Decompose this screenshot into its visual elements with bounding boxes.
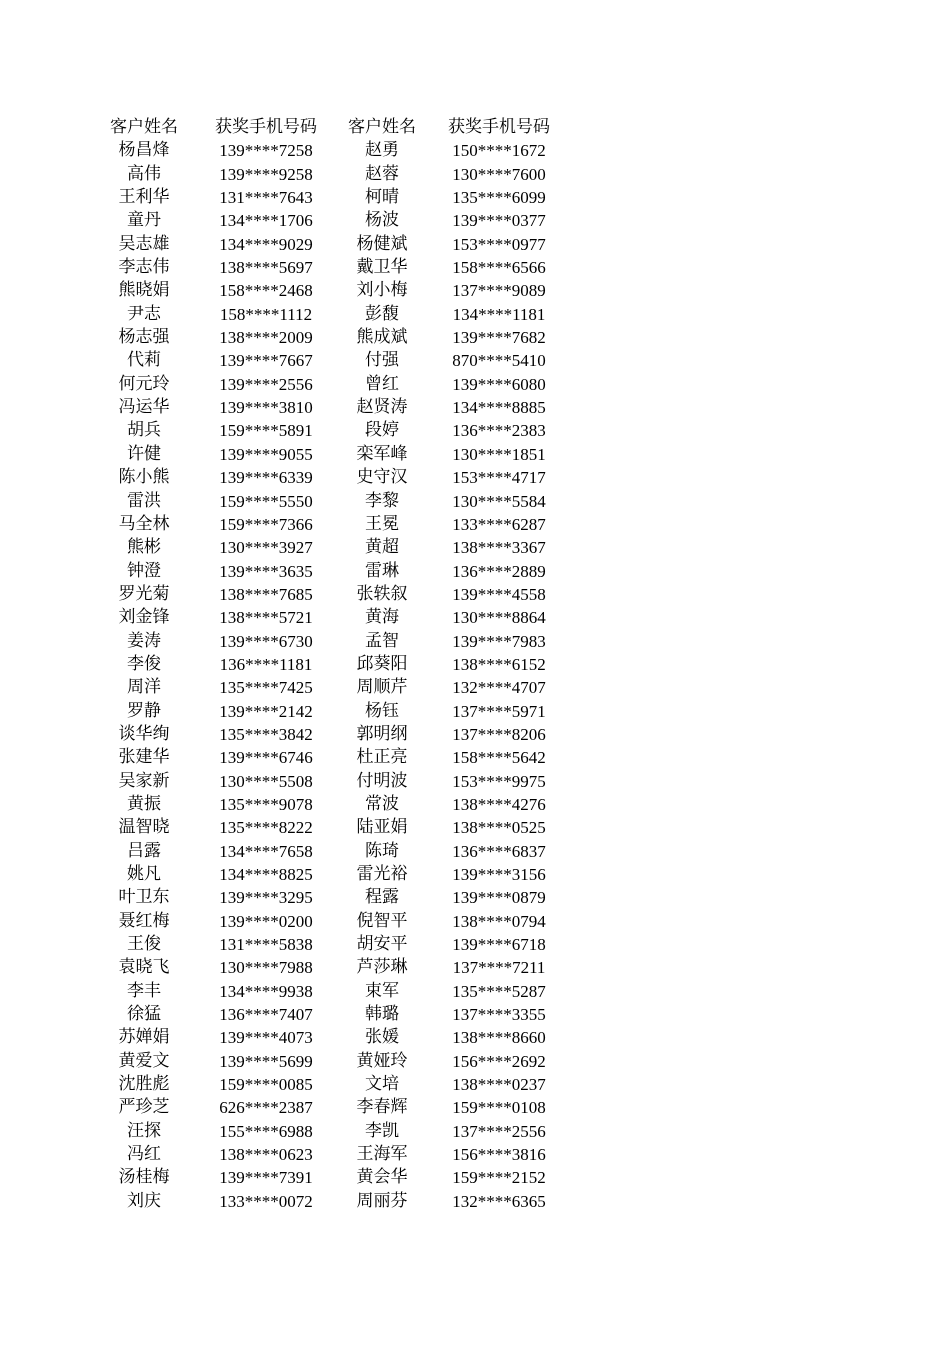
phone-cell: 153****4717 [452,468,546,488]
customer-name-cell: 雷洪 [127,490,161,511]
phone-cell: 159****0085 [219,1075,313,1095]
customer-name-cell: 姚凡 [127,864,161,884]
customer-name-cell: 杨钰 [365,700,399,721]
table-row [0,816,950,839]
customer-name-cell: 吴志雄 [118,233,170,254]
phone-cell: 135****7425 [219,678,313,698]
phone-cell: 131****5838 [219,935,313,955]
phone-cell: 135****5287 [452,981,546,1001]
winner-table [0,116,950,1213]
table-row [0,933,950,956]
table-body [0,139,950,1213]
customer-name-cell: 黄超 [365,537,399,558]
customer-name-cell: 黄振 [127,793,161,814]
table-row [0,466,950,489]
table-row [0,793,950,816]
customer-name-cell: 吕露 [127,840,161,861]
phone-cell: 139****0879 [452,888,546,908]
customer-name-cell: 罗光菊 [118,583,170,604]
phone-cell: 130****7600 [452,164,546,184]
phone-cell: 153****9975 [452,771,546,791]
phone-cell: 139****7391 [219,1168,313,1188]
phone-cell: 139****3156 [452,865,546,884]
phone-cell: 159****5891 [219,421,313,441]
phone-cell: 138****8660 [452,1028,546,1048]
customer-name-cell: 袁晓飞 [118,957,170,978]
phone-cell: 135****3842 [219,724,313,744]
phone-cell: 138****7685 [219,584,313,604]
customer-name-cell: 陆亚娟 [356,817,408,838]
customer-name-cell: 赵勇 [365,140,399,161]
customer-name-cell: 黄会华 [356,1167,408,1188]
phone-cell: 139****3810 [219,398,313,418]
customer-name-cell: 刘小梅 [356,280,408,301]
header-winning-phone: 获奖手机号码 [215,117,317,137]
phone-cell: 158****6566 [452,258,546,278]
phone-cell: 138****5697 [219,258,313,278]
phone-cell: 138****2009 [219,328,313,348]
table-row [0,1096,950,1119]
phone-cell: 139****6718 [452,935,546,955]
customer-name-cell: 徐猛 [127,1004,161,1025]
customer-name-cell: 王俊 [127,934,161,955]
phone-cell: 137****8206 [452,724,546,744]
header-customer-name: 客户姓名 [110,117,178,137]
customer-name-cell: 栾军峰 [356,443,408,464]
phone-cell: 138****4276 [452,794,546,814]
phone-cell: 139****4558 [452,584,546,604]
phone-cell: 134****1706 [219,211,313,231]
phone-cell: 139****0200 [219,911,313,931]
customer-name-cell: 吴家新 [118,770,170,791]
customer-name-cell: 张轶叙 [356,583,408,604]
customer-name-cell: 何元玲 [118,373,170,394]
phone-cell: 139****4073 [219,1028,313,1048]
phone-cell: 135****6099 [452,188,546,208]
table-row [0,396,950,419]
phone-cell: 139****3295 [219,888,313,908]
customer-name-cell: 郭明纲 [356,723,408,744]
customer-name-cell: 王冕 [365,513,399,534]
customer-name-cell: 赵蓉 [365,163,399,184]
table-row [0,746,950,769]
table-row [0,840,950,863]
customer-name-cell: 周洋 [127,677,161,698]
phone-cell: 135****8222 [219,818,313,838]
table-row [0,1073,950,1096]
customer-name-cell: 胡兵 [127,420,161,441]
customer-name-cell: 张建华 [118,747,170,768]
phone-cell: 138****5721 [219,608,313,628]
customer-name-cell: 黄娅玲 [356,1050,408,1071]
phone-cell: 138****0623 [219,1145,313,1165]
phone-cell: 159****7366 [219,514,313,534]
customer-name-cell: 杨志强 [118,327,170,348]
customer-name-cell: 马全林 [118,513,170,534]
table-row [0,536,950,559]
phone-cell: 134****9938 [219,981,313,1001]
phone-cell: 131****7643 [219,188,313,208]
table-row [0,910,950,933]
phone-cell: 150****1672 [452,141,546,161]
phone-cell: 139****7983 [452,631,546,651]
phone-cell: 139****7682 [452,328,546,348]
phone-cell: 626****2387 [219,1098,313,1118]
phone-cell: 130****5508 [219,771,313,791]
table-row [0,1166,950,1189]
phone-cell: 139****6730 [219,631,313,651]
phone-cell: 134****8885 [452,398,546,418]
phone-cell: 135****9078 [219,794,313,814]
phone-cell: 137****9089 [452,281,546,301]
table-row [0,886,950,909]
customer-name-cell: 李俊 [127,653,161,674]
phone-cell: 134****7658 [219,841,313,861]
customer-name-cell: 李志伟 [118,257,170,278]
phone-cell: 137****7211 [452,958,546,978]
customer-name-cell: 杨波 [365,210,399,231]
table-row [0,1190,950,1213]
phone-cell: 133****6287 [452,514,546,534]
phone-cell: 139****5699 [219,1051,313,1071]
table-header-row [0,116,950,139]
phone-cell: 137****5971 [452,701,546,721]
customer-name-cell: 赵贤涛 [356,397,408,418]
table-row [0,560,950,583]
phone-cell: 136****7407 [219,1005,313,1025]
phone-cell: 139****0377 [452,211,546,231]
customer-name-cell: 束军 [365,980,399,1001]
table-row [0,1026,950,1049]
table-row [0,419,950,442]
customer-name-cell: 周顺芹 [356,677,408,698]
customer-name-cell: 黄海 [365,607,399,628]
table-row [0,606,950,629]
phone-cell: 139****7258 [219,141,313,161]
phone-cell: 139****6339 [219,468,313,488]
customer-name-cell: 冯运华 [118,397,170,418]
phone-cell: 159****2152 [452,1168,546,1188]
customer-name-cell: 雷光裕 [356,864,408,884]
table-row [0,583,950,606]
phone-cell: 138****3367 [452,538,546,558]
table-row [0,139,950,162]
phone-cell: 133****0072 [219,1191,313,1211]
phone-cell: 139****7667 [219,351,313,371]
table-row [0,373,950,396]
customer-name-cell: 罗静 [127,700,161,721]
phone-cell: 130****7988 [219,958,313,978]
phone-cell: 138****0525 [452,818,546,838]
customer-name-cell: 王海军 [356,1144,408,1165]
table-row [0,326,950,349]
customer-name-cell: 付明波 [356,770,408,791]
customer-name-cell: 李凯 [365,1120,399,1141]
customer-name-cell: 沈胜彪 [118,1074,170,1095]
customer-name-cell: 刘金锋 [118,607,170,628]
phone-cell: 155****6988 [219,1121,313,1141]
phone-cell: 130****3927 [219,538,313,558]
table-row [0,980,950,1003]
table-row [0,233,950,256]
table-row [0,676,950,699]
phone-cell: 138****0794 [452,911,546,931]
customer-name-cell: 雷琳 [365,560,399,581]
customer-name-cell: 文培 [365,1074,399,1095]
phone-cell: 139****3635 [219,561,313,581]
customer-name-cell: 柯晴 [365,187,399,208]
table-row [0,863,950,886]
customer-name-cell: 许健 [127,443,161,464]
customer-name-cell: 熊成斌 [356,327,408,348]
table-row [0,956,950,979]
customer-name-cell: 胡安平 [356,934,408,955]
phone-cell: 130****1851 [452,444,546,464]
table-row [0,256,950,279]
table-row [0,490,950,513]
customer-name-cell: 陈小熊 [118,467,170,488]
customer-name-cell: 叶卫东 [118,887,170,908]
table-row [0,723,950,746]
phone-cell: 156****3816 [452,1145,546,1165]
phone-cell: 137****2556 [452,1121,546,1141]
phone-cell: 132****6365 [452,1191,546,1211]
customer-name-cell: 倪智平 [356,910,408,931]
phone-cell: 156****2692 [452,1051,546,1071]
customer-name-cell: 杨健斌 [356,233,408,254]
phone-cell: 136****2889 [452,561,546,581]
customer-name-cell: 程露 [365,887,399,908]
customer-name-cell: 李丰 [127,980,161,1001]
customer-name-cell: 韩璐 [365,1004,399,1025]
table-row [0,279,950,302]
customer-name-cell: 芦莎琳 [356,957,408,978]
table-row [0,443,950,466]
phone-cell: 158****5642 [452,748,546,768]
customer-name-cell: 杨昌烽 [118,140,170,161]
phone-cell: 158****1112 [219,304,313,324]
phone-cell: 136****1181 [219,654,313,674]
customer-name-cell: 段婷 [365,420,399,441]
phone-cell: 137****3355 [452,1005,546,1025]
customer-name-cell: 李黎 [365,490,399,511]
customer-name-cell: 邱葵阳 [356,653,408,674]
phone-cell: 136****6837 [452,841,546,861]
customer-name-cell: 苏婵娟 [118,1027,170,1048]
phone-cell: 130****5584 [452,491,546,511]
customer-name-cell: 姜涛 [127,630,161,651]
customer-name-cell: 陈琦 [365,840,399,861]
customer-name-cell: 王利华 [118,187,170,208]
phone-cell: 158****2468 [219,281,313,301]
phone-cell: 134****1181 [452,304,546,324]
customer-name-cell: 孟智 [365,630,399,651]
customer-name-cell: 冯红 [127,1144,161,1165]
phone-cell: 138****0237 [452,1075,546,1095]
customer-name-cell: 熊晓娟 [118,280,170,301]
phone-cell: 139****9055 [219,444,313,464]
customer-name-cell: 聂红梅 [118,910,170,931]
customer-name-cell: 代莉 [127,350,161,371]
customer-name-cell: 严珍芝 [118,1097,170,1118]
customer-name-cell: 熊彬 [127,537,161,558]
table-row [0,1003,950,1026]
customer-name-cell: 常波 [365,793,399,814]
table-row [0,770,950,793]
phone-cell: 139****6080 [452,374,546,394]
customer-name-cell: 钟澄 [127,560,161,581]
table-row [0,1050,950,1073]
customer-name-cell: 史守汉 [356,467,408,488]
table-row [0,163,950,186]
phone-cell: 153****0977 [452,234,546,254]
phone-cell: 139****2556 [219,374,313,394]
phone-cell: 139****2142 [219,701,313,721]
table-row [0,700,950,723]
table-row [0,1143,950,1166]
customer-name-cell: 尹志 [127,303,161,324]
table-row [0,1120,950,1143]
customer-name-cell: 高伟 [127,163,161,184]
header-customer-name: 客户姓名 [348,117,416,137]
customer-name-cell: 黄爱文 [118,1050,170,1071]
customer-name-cell: 汤桂梅 [118,1167,170,1188]
customer-name-cell: 刘庆 [127,1190,161,1211]
table-row [0,303,950,326]
customer-name-cell: 汪探 [127,1120,161,1141]
table-row [0,513,950,536]
customer-name-cell: 李春辉 [356,1097,408,1118]
customer-name-cell: 付强 [365,350,399,371]
customer-name-cell: 曾红 [365,373,399,394]
phone-cell: 159****5550 [219,491,313,511]
table-row [0,186,950,209]
phone-cell: 139****9258 [219,164,313,184]
table-row [0,349,950,372]
phone-cell: 138****6152 [452,654,546,674]
customer-name-cell: 周丽芬 [356,1190,408,1211]
customer-name-cell: 杜正亮 [356,747,408,768]
phone-cell: 134****9029 [219,234,313,254]
phone-cell: 870****5410 [452,351,546,371]
customer-name-cell: 温智晓 [118,817,170,838]
table-row [0,209,950,232]
phone-cell: 159****0108 [452,1098,546,1118]
header-winning-phone: 获奖手机号码 [448,117,550,137]
customer-name-cell: 张媛 [365,1027,399,1048]
customer-name-cell: 彭馥 [365,303,399,324]
table-row [0,653,950,676]
phone-cell: 132****4707 [452,678,546,698]
customer-name-cell: 童丹 [127,210,161,231]
customer-name-cell: 戴卫华 [356,257,408,278]
customer-name-cell: 谈华绚 [118,723,170,744]
phone-cell: 139****6746 [219,748,313,768]
phone-cell: 134****8825 [219,865,313,884]
phone-cell: 136****2383 [452,421,546,441]
table-row [0,630,950,653]
phone-cell: 130****8864 [452,608,546,628]
